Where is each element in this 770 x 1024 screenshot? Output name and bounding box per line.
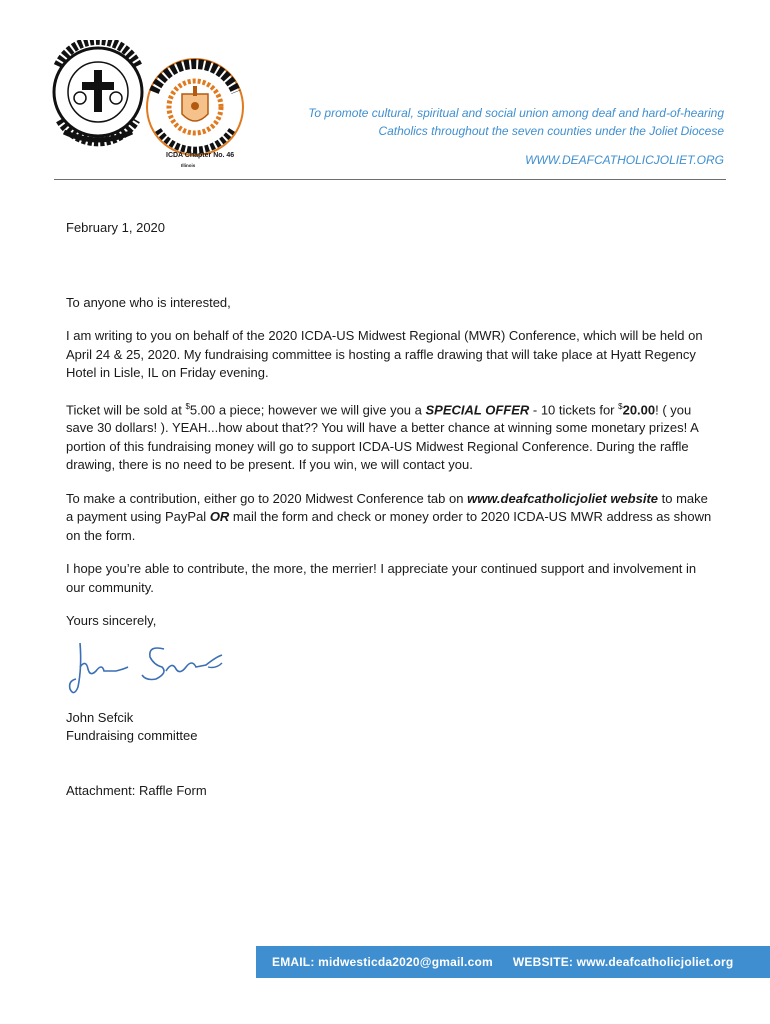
attachment-note: Attachment: Raffle Form bbox=[66, 782, 207, 798]
or-emphasis: OR bbox=[209, 509, 230, 525]
header-website: WWW.DEAFCATHOLICJOLIET.ORG bbox=[525, 153, 724, 167]
footer-email-label: EMAIL: bbox=[272, 955, 315, 969]
letter-body bbox=[66, 219, 716, 800]
deaf-apostolate-seal-logo bbox=[140, 52, 250, 162]
paragraph-1: I am writing to you on behalf of the 2020 ICDA-US Midwest Regional (MWR) Conference, which will be held on April 24 & 25, 2020. My fundraising committee is hosting a raffle drawing that will take place at Hyatt Regency Hotel in Lisle, IL on Friday evening. bbox=[66, 328, 703, 380]
paragraph-2: Ticket will be sold at $5.00 a piece; however we will give you a SPECIAL OFFER - 10 tickets for $20.00! ( you save 30 dollars! ). YEAH...how about that?? You will have a better chance at winning some monetary prizes! A portion of this fundraising money will go to support ICDA-US Midwest Regional Conference. During the raffle drawing, there is no need to be present. If you win, we will contact you. bbox=[66, 401, 699, 473]
paragraph-4: I hope you’re able to contribute, the more, the merrier! I appreciate your continued support and involvement in our community. bbox=[66, 561, 697, 595]
footer-contact-bar bbox=[256, 946, 770, 978]
tagline: To promote cultural, spiritual and social union among deaf and hard-of-hearing Catholics throughout the seven counties under the Joliet Diocese bbox=[308, 106, 724, 138]
chapter-number: ICDA Chapter No. 46 bbox=[166, 152, 235, 159]
chapter-state: Illinois bbox=[181, 163, 196, 168]
footer-website-label: WEBSITE: bbox=[512, 955, 574, 969]
header-divider bbox=[54, 179, 726, 180]
letterhead bbox=[0, 0, 770, 180]
salutation: To anyone who is interested, bbox=[66, 294, 231, 310]
offer-price: 20.00 bbox=[622, 401, 656, 417]
letter-date: February 1, 2020 bbox=[66, 220, 166, 235]
website-link[interactable]: www.deafcatholicjoliet website bbox=[467, 490, 659, 506]
handwritten-signature bbox=[66, 637, 236, 699]
closing: Yours sincerely, bbox=[66, 613, 157, 629]
signer-title: Fundraising committee bbox=[66, 728, 198, 744]
signer-name: John Sefcik bbox=[66, 709, 134, 725]
paragraph-3: To make a contribution, either go to 2020 Midwest Conference tab on www.deafcatholicjoliet website to make a payment using PayPal OR mail the form and check or money order to 2020 ICDA-US MWR address as shown on the form. bbox=[66, 490, 712, 543]
special-offer: SPECIAL OFFER bbox=[425, 401, 530, 417]
icda-seal-logo bbox=[50, 40, 146, 150]
footer-email[interactable]: midwesticda2020@gmail.com bbox=[318, 955, 493, 969]
footer-website[interactable]: www.deafcatholicjoliet.org bbox=[576, 955, 734, 969]
